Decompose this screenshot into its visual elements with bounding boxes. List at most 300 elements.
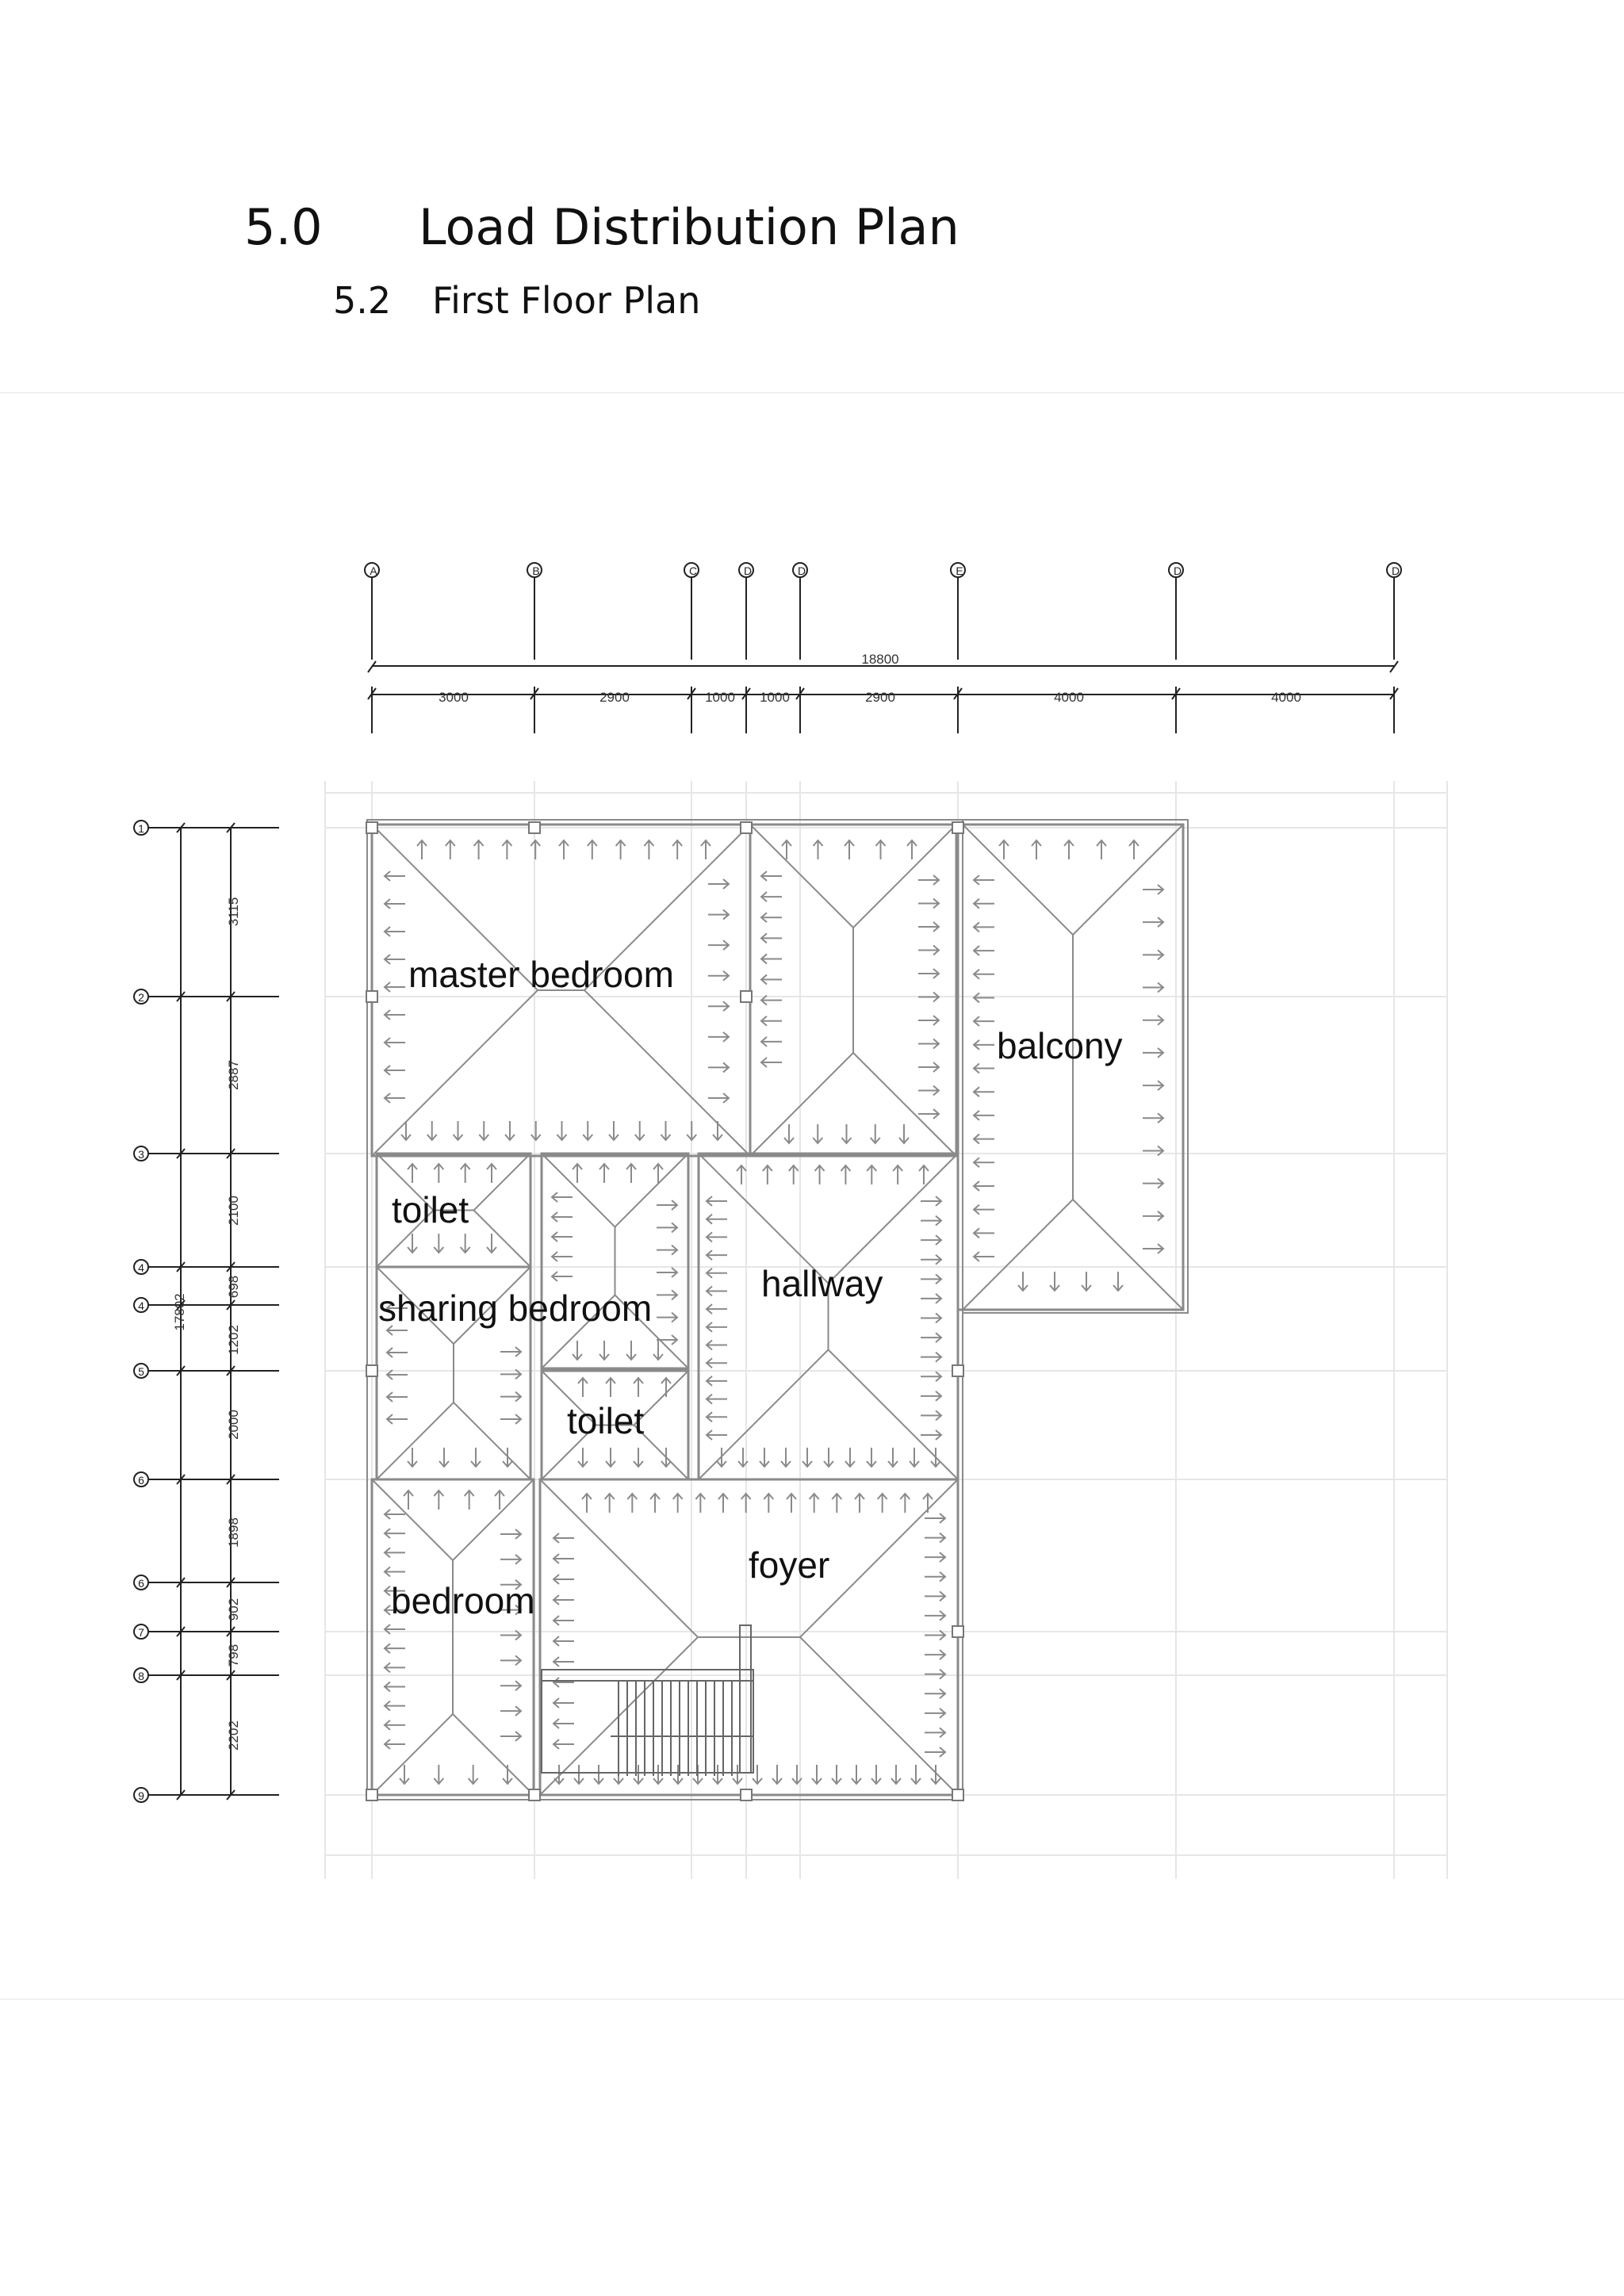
load-arrow: [574, 1765, 584, 1784]
load-arrow: [583, 1121, 592, 1140]
load-arrow: [871, 1124, 880, 1143]
bay-depth-label: 1898: [226, 1517, 241, 1548]
load-arrow: [657, 1290, 677, 1299]
row-grid-markers: [134, 821, 279, 1802]
load-arrow: [385, 1567, 405, 1577]
load-arrow: [708, 1093, 729, 1103]
load-arrow: [554, 1765, 564, 1784]
load-arrow: [661, 1448, 671, 1467]
row-grid-label: 7: [138, 1626, 144, 1639]
column-grid-label: D: [797, 564, 806, 577]
load-arrow: [925, 1747, 945, 1757]
section-heading: [244, 198, 959, 256]
load-arrow: [1143, 950, 1163, 959]
load-arrow: [918, 1086, 939, 1096]
load-arrow: [387, 1414, 408, 1424]
load-arrow: [931, 1765, 940, 1784]
load-arrow: [921, 1255, 941, 1265]
subsection-heading: [333, 279, 700, 322]
load-arrow: [867, 1165, 876, 1184]
room-label-sharing-bedroom: sharing bedroom: [378, 1288, 653, 1329]
load-arrow: [495, 1490, 504, 1510]
stair-opening: [542, 1670, 753, 1773]
load-arrow: [918, 969, 939, 978]
column-grid-label: D: [1391, 564, 1400, 577]
load-arrow: [931, 1448, 940, 1467]
load-arrow: [385, 1093, 405, 1103]
load-arrow: [923, 1494, 933, 1513]
bay-depth-label: 902: [226, 1598, 241, 1621]
load-arrow: [1113, 1272, 1123, 1291]
load-arrow: [500, 1681, 521, 1690]
load-arrow: [606, 1378, 615, 1397]
load-arrow: [761, 1058, 782, 1067]
load-arrow: [385, 982, 405, 992]
load-arrow: [644, 840, 653, 859]
load-arrow: [400, 1765, 409, 1784]
overall-depth-label: 17802: [172, 1293, 187, 1331]
load-arrow: [434, 1765, 443, 1784]
load-arrow: [925, 1513, 945, 1523]
load-arrow: [634, 1448, 643, 1467]
load-arrow: [789, 1165, 799, 1184]
load-arrow: [707, 1322, 727, 1332]
load-arrow: [530, 840, 540, 859]
column-marker: [952, 822, 963, 833]
load-arrow: [417, 840, 427, 859]
load-arrow: [708, 971, 729, 981]
load-arrow: [553, 1616, 574, 1625]
load-arrow: [708, 1032, 729, 1042]
load-arrow: [974, 1228, 994, 1238]
load-arrow: [657, 1335, 677, 1345]
load-arrow: [500, 1414, 521, 1424]
tributary-line: [853, 825, 956, 1156]
load-arrow: [487, 1234, 496, 1253]
load-arrow: [503, 1448, 512, 1467]
room-label-master-bedroom: master bedroom: [408, 954, 674, 995]
load-arrow: [708, 910, 729, 920]
load-arrow: [553, 1698, 574, 1708]
load-arrow: [673, 1494, 683, 1513]
load-arrow: [385, 1644, 405, 1653]
load-arrow: [385, 1038, 405, 1047]
load-arrow: [661, 1378, 671, 1397]
load-arrow: [553, 1575, 574, 1584]
load-arrow: [404, 1490, 413, 1510]
load-arrow: [1143, 1081, 1163, 1090]
load-arrow: [1143, 1211, 1163, 1221]
load-arrow: [741, 1494, 751, 1513]
load-arrow: [401, 1121, 411, 1140]
load-arrow: [784, 1124, 794, 1143]
bay-depth-label: 2000: [226, 1410, 241, 1440]
column-marker: [952, 1789, 963, 1800]
load-arrow: [385, 1510, 405, 1519]
subsection-number: 5.2: [333, 279, 392, 322]
load-arrow: [974, 1181, 994, 1191]
tributary-line: [1073, 825, 1183, 1310]
load-arrow: [921, 1353, 941, 1362]
load-arrow: [427, 1121, 437, 1140]
bay-depth-label: 2100: [226, 1196, 241, 1226]
load-arrow: [657, 1246, 677, 1255]
load-arrow: [408, 1164, 417, 1183]
load-arrow: [1143, 1113, 1163, 1123]
tributary-line: [750, 825, 853, 1156]
load-arrow: [446, 840, 455, 859]
load-arrow: [557, 1121, 567, 1140]
load-arrow: [1018, 1272, 1028, 1291]
load-arrow: [673, 1765, 683, 1784]
load-arrow: [385, 1739, 405, 1749]
load-arrow: [503, 1765, 512, 1784]
row-grid-label: 3: [138, 1148, 144, 1161]
load-arrow: [1143, 983, 1163, 993]
load-arrow: [408, 1234, 417, 1253]
load-arrow: [761, 933, 782, 943]
room-label-toilet-upper: toilet: [392, 1189, 469, 1230]
load-arrow: [925, 1552, 945, 1562]
load-arrow: [605, 1494, 615, 1513]
section-number: 5.0: [244, 198, 323, 256]
load-arrow: [552, 1212, 573, 1222]
load-arrow: [921, 1372, 941, 1381]
tributary-line: [615, 1154, 689, 1368]
load-arrow: [707, 1196, 727, 1206]
load-arrow: [385, 899, 405, 909]
load-arrow: [810, 1494, 819, 1513]
slab-panel-balcony: [958, 825, 1183, 1310]
column-grid-markers: [365, 563, 1401, 660]
load-arrow: [385, 1624, 405, 1634]
load-arrow: [1143, 885, 1163, 894]
load-arrow: [974, 1205, 994, 1215]
load-arrow: [707, 1341, 727, 1350]
bay-width-label: 3000: [439, 690, 469, 705]
load-arrow: [707, 1215, 727, 1224]
load-arrow: [891, 1765, 901, 1784]
room-label-foyer: foyer: [749, 1544, 830, 1586]
load-arrow: [921, 1235, 941, 1245]
load-arrow: [573, 1164, 582, 1183]
load-arrow: [552, 1232, 573, 1242]
load-arrow: [531, 1121, 541, 1140]
load-arrow: [500, 1655, 521, 1665]
load-arrow: [781, 1448, 791, 1467]
load-arrow: [502, 840, 511, 859]
subsection-title: First Floor Plan: [432, 279, 701, 322]
load-arrow: [582, 1494, 592, 1513]
load-arrow: [387, 1348, 408, 1357]
load-arrow: [1143, 1048, 1163, 1058]
tributary-line: [453, 1479, 534, 1795]
load-arrow: [918, 922, 939, 932]
bay-width-label: 4000: [1054, 690, 1084, 705]
load-arrow: [918, 946, 939, 955]
bay-width-label: 4000: [1271, 690, 1301, 705]
bay-depth-label: 2202: [226, 1720, 241, 1751]
load-arrow: [500, 1555, 521, 1564]
load-arrow: [925, 1670, 945, 1679]
row-grid-label: 6: [138, 1577, 144, 1590]
load-arrow: [910, 1448, 919, 1467]
load-arrow: [876, 840, 886, 859]
load-arrow: [921, 1430, 941, 1440]
load-arrow: [408, 1448, 417, 1467]
load-arrow: [500, 1706, 521, 1716]
load-arrow: [787, 1494, 796, 1513]
load-arrow: [1143, 1179, 1163, 1188]
load-arrow: [925, 1591, 945, 1601]
load-arrow: [1064, 840, 1074, 859]
load-arrow: [761, 913, 782, 922]
load-arrow: [772, 1765, 782, 1784]
load-arrow: [650, 1494, 660, 1513]
load-arrow: [921, 1274, 941, 1284]
load-arrow: [737, 1165, 746, 1184]
bay-width-label: 1000: [760, 690, 790, 705]
load-arrow: [465, 1490, 474, 1510]
load-arrow: [385, 1010, 405, 1020]
load-arrow: [599, 1164, 609, 1183]
column-marker: [366, 1789, 377, 1800]
load-arrow: [974, 1040, 994, 1050]
load-arrow: [385, 1066, 405, 1075]
load-arrow: [387, 1392, 408, 1402]
load-arrow: [616, 840, 626, 859]
load-arrow: [764, 1494, 773, 1513]
load-arrow: [919, 1165, 929, 1184]
column-marker: [529, 1789, 540, 1800]
load-arrow: [707, 1286, 727, 1295]
load-arrow: [841, 1165, 850, 1184]
load-arrow: [974, 1158, 994, 1167]
load-arrow: [434, 1164, 443, 1183]
room-label-balcony: balcony: [997, 1025, 1123, 1066]
load-arrow: [1050, 1272, 1059, 1291]
column-grid-label: C: [688, 564, 698, 577]
load-arrow: [921, 1294, 941, 1303]
load-arrow: [461, 1234, 470, 1253]
load-arrow: [707, 1395, 727, 1404]
load-arrow: [553, 1739, 574, 1749]
room-label-toilet-lower: toilet: [567, 1400, 645, 1441]
load-arrow: [918, 1062, 939, 1072]
row-grid-label: 2: [138, 991, 144, 1004]
load-arrow: [760, 1448, 769, 1467]
load-arrow: [925, 1572, 945, 1582]
load-arrow: [454, 1121, 463, 1140]
load-arrow: [921, 1391, 941, 1401]
load-arrow: [385, 1548, 405, 1557]
load-arrow: [761, 1037, 782, 1047]
load-arrow: [707, 1376, 727, 1386]
load-arrow: [505, 1121, 515, 1140]
load-arrow: [974, 1111, 994, 1120]
load-arrow: [552, 1192, 573, 1202]
column-marker: [366, 822, 377, 833]
load-arrow: [500, 1529, 521, 1539]
load-arrow: [1032, 840, 1041, 859]
load-arrow: [695, 1494, 705, 1513]
load-arrow: [474, 840, 484, 859]
load-arrow: [385, 1682, 405, 1692]
load-arrow: [385, 1663, 405, 1672]
load-arrow: [761, 892, 782, 901]
load-arrow: [553, 1554, 574, 1563]
column-grid-label: E: [956, 564, 963, 577]
load-arrow: [653, 1341, 663, 1360]
load-arrow: [553, 1636, 574, 1646]
column-marker: [529, 822, 540, 833]
load-arrow: [812, 1765, 822, 1784]
load-arrow: [918, 1016, 939, 1025]
column-marker: [366, 1365, 377, 1376]
load-arrow: [845, 1448, 855, 1467]
load-arrow: [974, 993, 994, 1002]
room-label-hallway: hallway: [761, 1263, 883, 1304]
load-arrow: [635, 1121, 645, 1140]
load-arrow: [921, 1196, 941, 1206]
load-arrow: [815, 1165, 825, 1184]
load-arrow: [1082, 1272, 1091, 1291]
tributary-line: [372, 1479, 453, 1795]
load-arrow: [578, 1378, 588, 1397]
load-arrow: [626, 1341, 636, 1360]
load-arrow: [713, 1121, 722, 1140]
load-arrow: [553, 1595, 574, 1605]
load-arrow: [707, 1232, 727, 1242]
load-arrow: [918, 899, 939, 909]
load-arrow: [573, 1341, 582, 1360]
load-arrow: [763, 1165, 772, 1184]
load-arrow: [385, 927, 405, 936]
row-grid-label: 1: [138, 822, 144, 835]
load-arrow: [1143, 1244, 1163, 1253]
load-arrow: [461, 1164, 470, 1183]
load-arrow: [661, 1121, 671, 1140]
row-grid-label: 8: [138, 1670, 144, 1682]
load-arrow: [855, 1494, 864, 1513]
load-arrow: [921, 1333, 941, 1342]
load-arrow: [918, 993, 939, 1002]
bay-depth-label: 2887: [226, 1060, 241, 1090]
load-arrow: [761, 871, 782, 881]
load-arrow: [921, 1314, 941, 1323]
load-arrow: [657, 1200, 677, 1210]
load-arrow: [918, 1039, 939, 1049]
load-arrow: [974, 899, 994, 909]
bay-depth-label: 798: [226, 1644, 241, 1667]
load-arrow: [578, 1448, 588, 1467]
load-arrow: [385, 1720, 405, 1730]
load-arrow: [974, 922, 994, 932]
load-arrow: [687, 1121, 696, 1140]
load-arrow: [911, 1765, 921, 1784]
column-marker: [741, 822, 752, 833]
load-arrow: [1129, 840, 1139, 859]
load-arrow: [599, 1341, 609, 1360]
load-arrow: [707, 1269, 727, 1278]
load-arrow: [434, 1490, 443, 1510]
load-arrow: [559, 840, 569, 859]
row-grid-label: 5: [138, 1365, 144, 1378]
load-arrow: [867, 1448, 876, 1467]
room-label-bedroom: bedroom: [391, 1580, 535, 1621]
load-arrow: [761, 954, 782, 963]
load-arrow: [925, 1611, 945, 1621]
load-arrow: [717, 1448, 726, 1467]
load-arrow: [469, 1765, 478, 1784]
load-arrow: [385, 955, 405, 964]
balcony-outline: [963, 820, 1188, 1313]
load-arrow: [999, 840, 1009, 859]
load-arrow: [606, 1448, 615, 1467]
load-arrow: [708, 1001, 729, 1011]
staircase: [542, 1625, 753, 1776]
load-arrow: [974, 1135, 994, 1144]
load-arrow: [634, 1765, 643, 1784]
load-arrow: [925, 1728, 945, 1737]
bay-width-label: 2900: [599, 690, 630, 705]
column-grid-label: D: [743, 564, 753, 577]
load-arrow: [439, 1448, 449, 1467]
load-arrow: [900, 1494, 910, 1513]
row-grid-label: 6: [138, 1474, 144, 1487]
load-arrow: [707, 1250, 727, 1260]
bay-width-label: 2900: [865, 690, 895, 705]
load-arrow: [487, 1164, 496, 1183]
load-arrow: [672, 840, 682, 859]
load-arrow: [899, 1124, 909, 1143]
column-grid-label: B: [532, 564, 540, 577]
load-arrow: [918, 875, 939, 885]
load-arrow: [733, 1765, 742, 1784]
load-arrow: [1143, 1016, 1163, 1025]
load-arrow: [878, 1494, 887, 1513]
column-marker: [952, 1626, 963, 1637]
load-arrow: [588, 840, 597, 859]
load-arrow: [925, 1689, 945, 1698]
load-arrow: [974, 1064, 994, 1073]
load-arrow: [921, 1216, 941, 1226]
column-grid-label: A: [370, 564, 377, 577]
load-arrow: [852, 1765, 861, 1784]
load-arrow: [832, 1765, 841, 1784]
tributary-line: [540, 1637, 958, 1795]
load-arrow: [974, 1016, 994, 1026]
load-arrow: [1097, 840, 1106, 859]
load-arrow: [553, 1657, 574, 1667]
load-arrow: [609, 1121, 619, 1140]
section-title: Load Distribution Plan: [419, 198, 959, 256]
row-grid-label: 4: [138, 1299, 144, 1312]
bay-width-label: 1000: [705, 690, 735, 705]
load-arrow: [707, 1412, 727, 1422]
load-arrow: [832, 1494, 841, 1513]
load-arrow: [974, 1087, 994, 1096]
load-arrow: [626, 1164, 636, 1183]
load-arrow: [888, 1448, 898, 1467]
load-arrow: [845, 840, 854, 859]
load-arrow: [718, 1494, 728, 1513]
tributary-line: [542, 1154, 615, 1368]
load-arrow: [925, 1533, 945, 1543]
bay-depth-label: 1202: [226, 1325, 241, 1355]
tributary-line: [699, 1154, 829, 1479]
load-arrow: [907, 840, 917, 859]
